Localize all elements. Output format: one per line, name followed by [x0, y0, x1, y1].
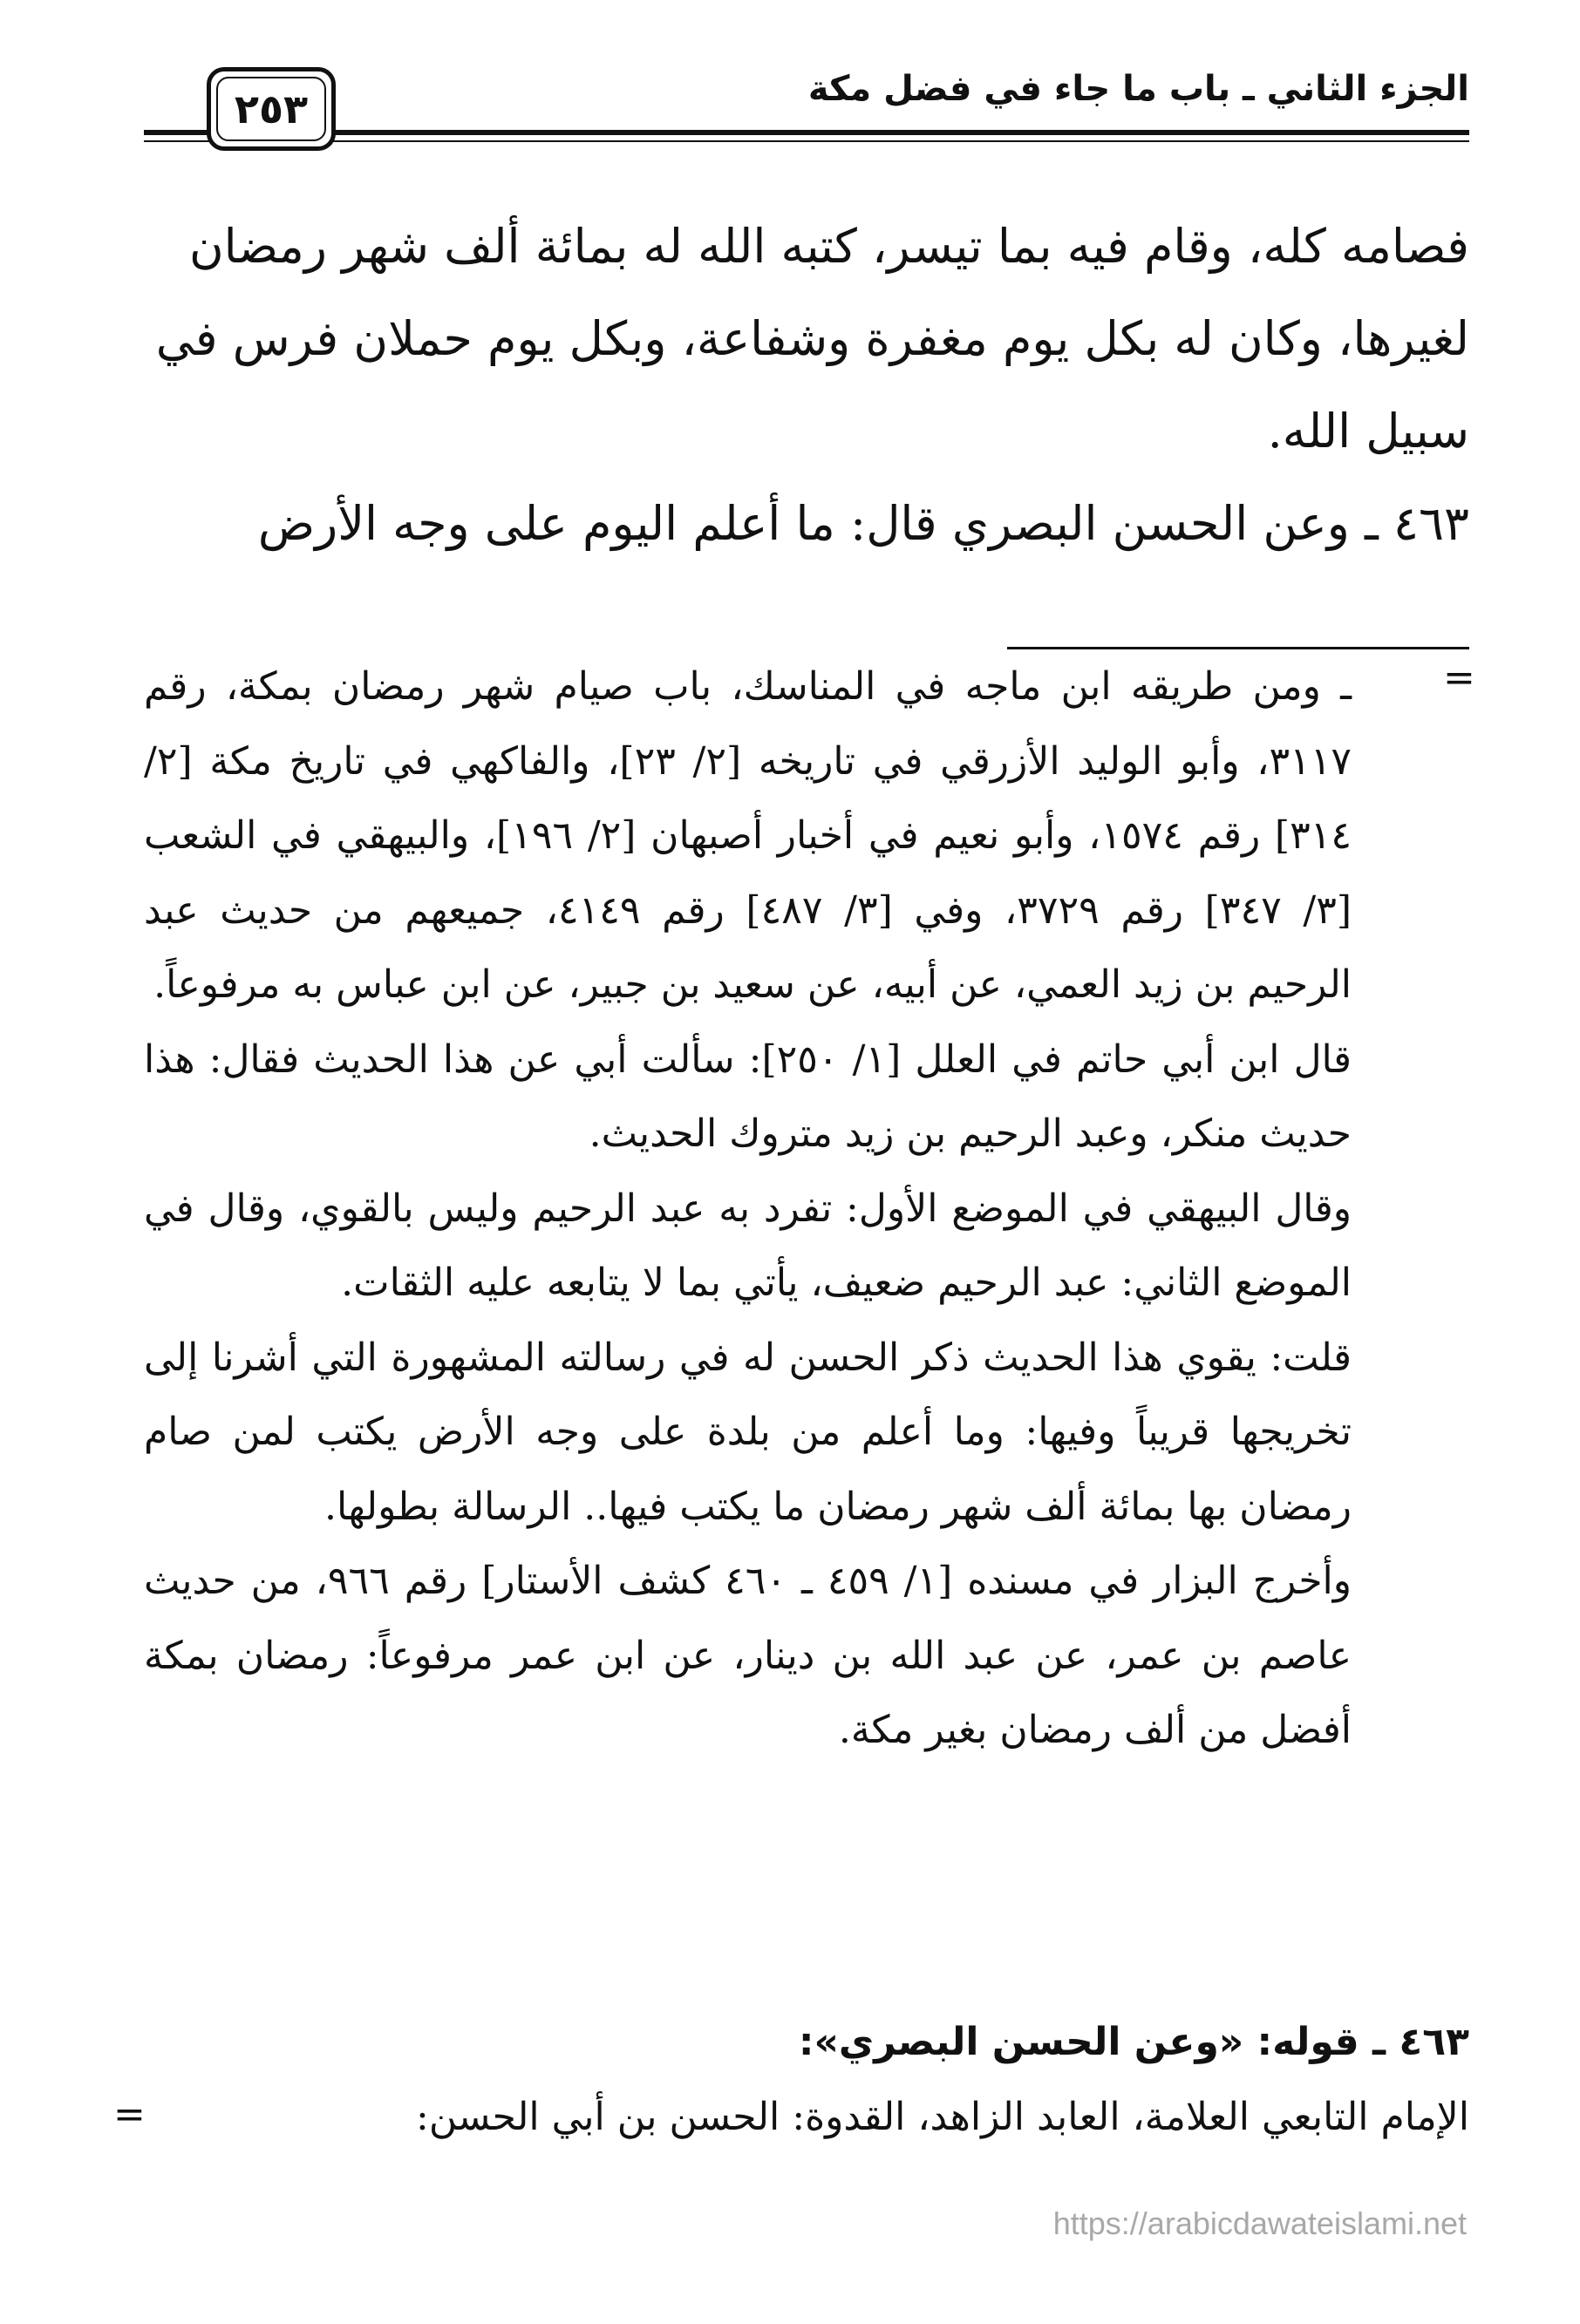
hadith-entry-463: ٤٦٣ ـ وعن الحسن البصري قال: ما أعلم اليوم على وجه الأرض	[257, 496, 1469, 551]
header-rule-thin	[144, 140, 1469, 142]
footnote-paragraph: قال ابن أبي حاتم في العلل [١/ ٢٥٠]: سألت أبي عن هذا الحديث فقال: هذا حديث منكر، وعبد الرحيم بن زيد متروك الحديث.	[144, 1036, 1352, 1156]
footnotes	[144, 649, 1352, 1768]
footnote-paragraph: وأخرج البزار في مسنده [١/ ٤٥٩ ـ ٤٦٠ كشف الأستار] رقم ٩٦٦، من حديث عاصم بن عمر، عن عبد الله بن دينار، عن ابن عمر مرفوعاً: رمضان بمكة أفضل من ألف رمضان بغير مكة.	[144, 1559, 1352, 1752]
commentary-entry	[144, 2005, 1469, 2155]
continuation-mark-end: =	[113, 2092, 146, 2137]
running-title: الجزء الثاني ـ باب ما جاء في فضل مكة	[807, 69, 1469, 109]
commentary-heading: ٤٦٣ ـ قوله: «وعن الحسن البصري»:	[798, 2020, 1469, 2064]
main-line: لغيرها، وكان له بكل يوم مغفرة وشفاعة، وبكل يوم حملان فرس في	[155, 311, 1469, 366]
watermark-url: https://arabicdawateislami.net	[1052, 2205, 1467, 2241]
main-line: سبيل الله.	[1267, 404, 1469, 459]
main-text	[144, 200, 1469, 570]
footnote-paragraph: وقال البيهقي في الموضع الأول: تفرد به عبد الرحيم وليس بالقوي، وقال في الموضع الثاني: عبد الرحيم ضعيف، يأتي بما لا يتابعه عليه الثقات.	[144, 1186, 1352, 1305]
page-number: ٢٥٣	[216, 77, 326, 141]
header-rule-thick	[144, 130, 1469, 135]
footnote-paragraph: قلت: يقوي هذا الحديث ذكر الحسن له في رسالته المشهورة التي أشرنا إلى تخريجها قريباً وفيها: وما أعلم من بلدة على وجه الأرض يكتب لمن صام رمضان بها بمائة ألف شهر رمضان ما يكتب فيها.. الرسالة بطولها.	[144, 1335, 1352, 1529]
commentary-line: الإمام التابعي العلامة، العابد الزاهد، القدوة: الحسن بن أبي الحسن:	[416, 2095, 1469, 2139]
page-header	[144, 65, 1469, 166]
continuation-mark: =	[1443, 656, 1475, 700]
footnote-paragraph: ـ ومن طريقه ابن ماجه في المناسك، باب صيام شهر رمضان بمكة، رقم ٣١١٧، وأبو الوليد الأزرقي في تاريخه [٢/ ٢٣]، والفاكهي في تاريخ مكة [٢/ ٣١٤] رقم ١٥٧٤، وأبو نعيم في أخبار أصبهان [٢/ ١٩٦]، والبيهقي في الشعب [٣/ ٣٤٧] رقم ٣٧٢٩، وفي [٣/ ٤٨٧] رقم ٤١٤٩، جميعهم من حديث عبد الرحيم بن زيد العمي، عن أبيه، عن سعيد بن جبير، عن ابن عباس به مرفوعاً.	[144, 664, 1352, 1007]
page-number-frame	[207, 67, 336, 151]
main-line: فصامه كله، وقام فيه بما تيسر، كتبه الله له بمائة ألف شهر رمضان	[188, 219, 1469, 274]
